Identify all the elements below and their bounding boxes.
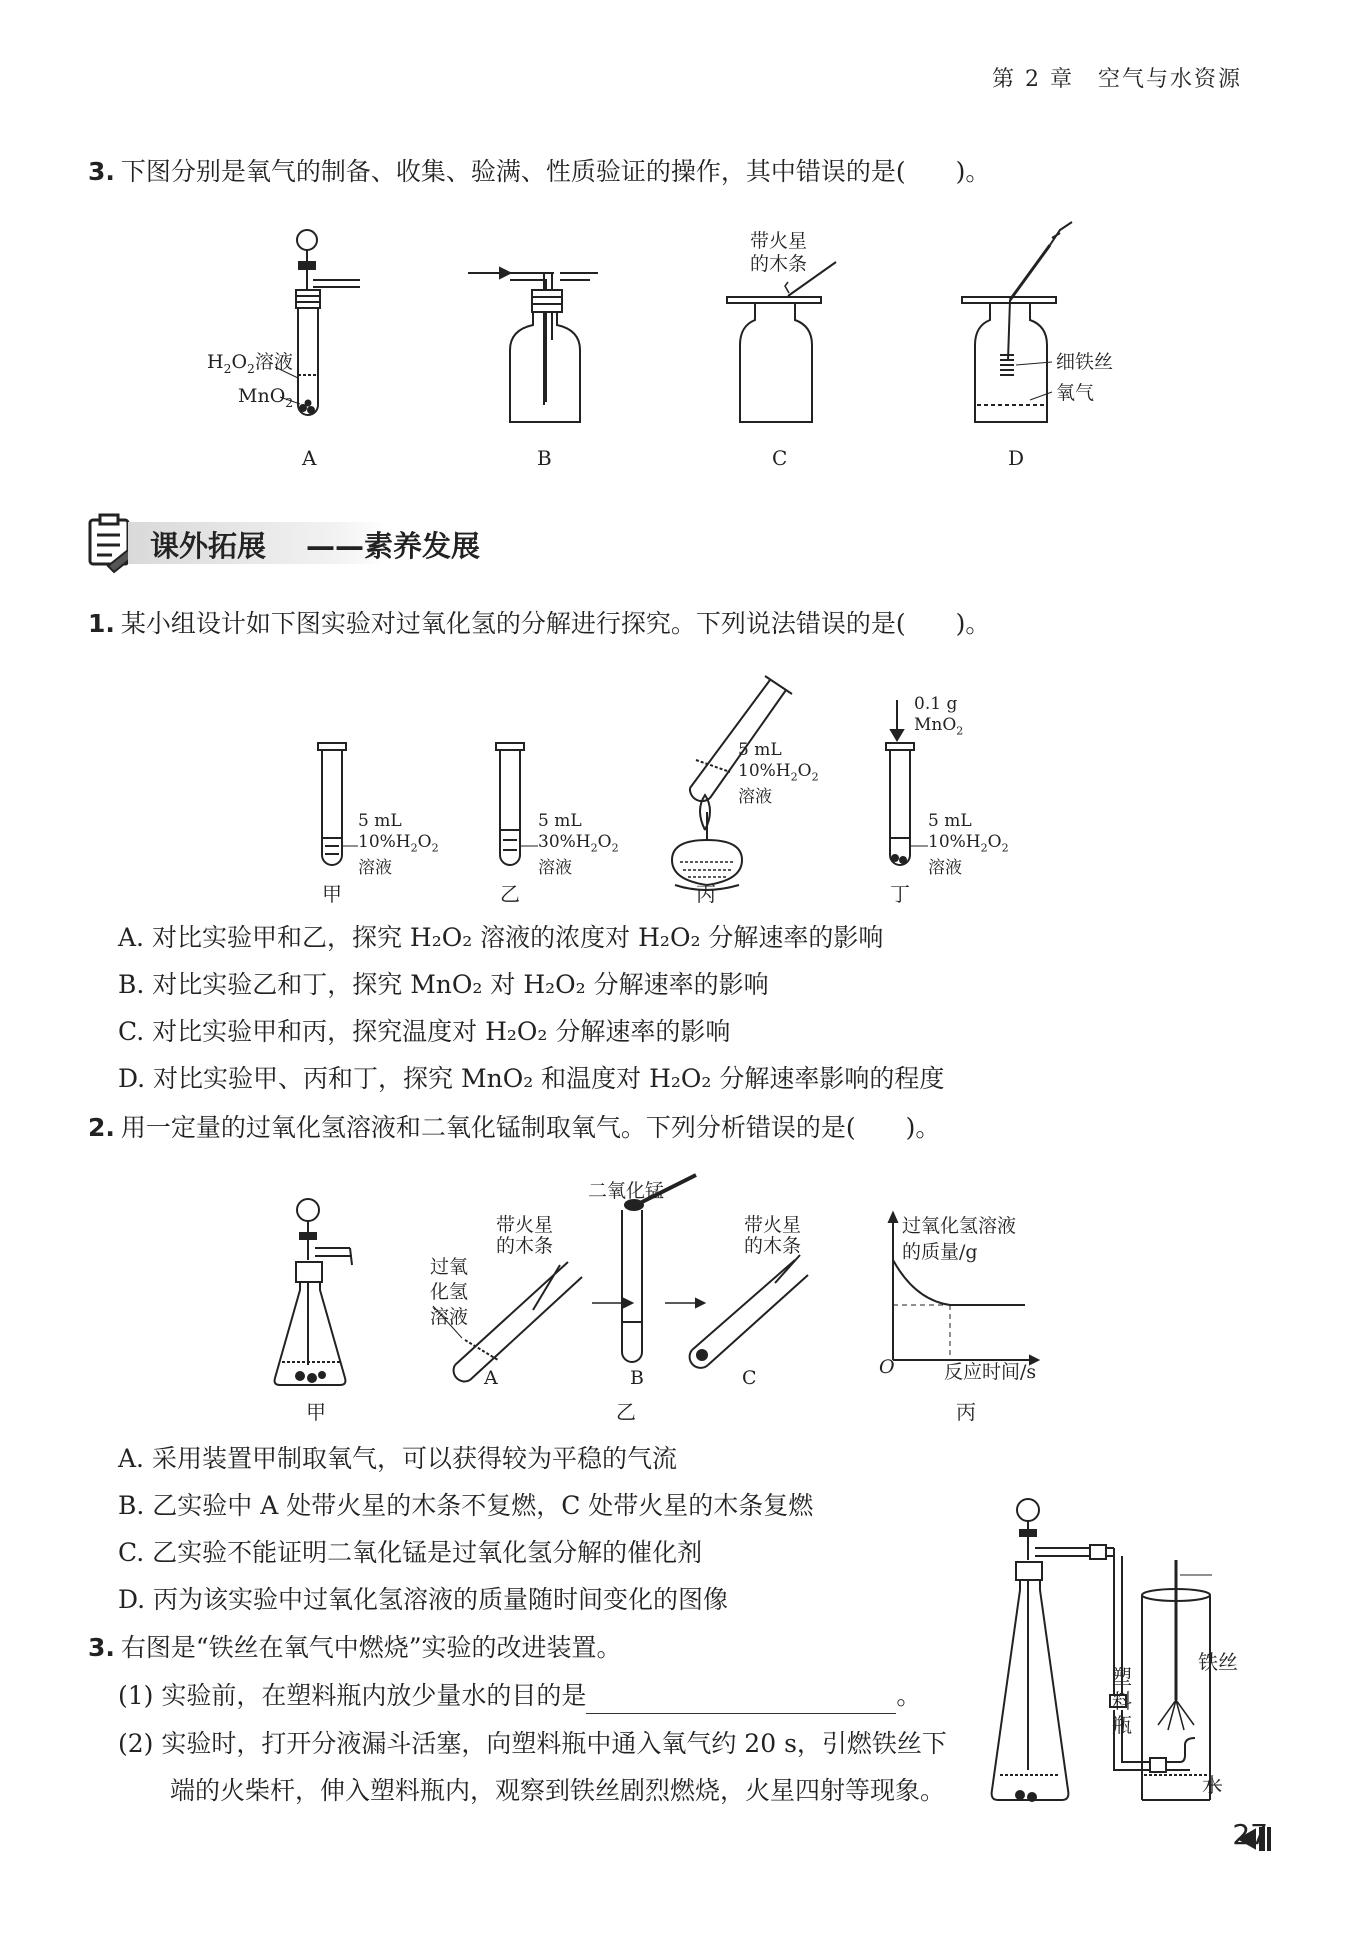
label-c: C <box>742 1367 757 1389</box>
subquestion-2-line-2: 端的火柴杆，伸入塑料瓶内，观察到铁丝剧烈燃烧，火星四射等现象。 <box>170 1776 946 1805</box>
mno2-amount-label: 0.1 g MnO$_2$ <box>914 694 964 738</box>
tube-jia <box>318 743 358 865</box>
label-oxygen: 氧气 <box>1056 382 1095 404</box>
bing-label: 5 mL $10\%H_2O_2$ 溶液 <box>738 740 819 808</box>
label-h2o2: $H_2O_2$溶液 <box>207 351 293 376</box>
question-number: 3. <box>88 1633 115 1662</box>
question-3 <box>88 1630 621 1666</box>
page-number: 27 <box>1232 1818 1268 1851</box>
section-title: 课外拓展 <box>150 529 267 563</box>
choice-c: C. 对比实验甲和丙，探究温度对 H₂O₂ 分解速率的影响 <box>118 1017 731 1046</box>
tube-b <box>622 1175 696 1362</box>
question-text: 右图是“铁丝在氧气中燃烧”实验的改进装置。 <box>120 1633 622 1662</box>
label-strip-2: 的木条 <box>750 253 808 275</box>
yi-label: 5 mL $30\%H_2O_2$ 溶液 <box>538 811 619 879</box>
graph-y-label: 过氧化氢溶液 的质量/g <box>902 1215 1017 1263</box>
label-plastic-bottle: 塑 料 瓶 <box>1112 1665 1132 1737</box>
label-strip-c: 带火星 的木条 <box>744 1214 802 1257</box>
tube-name-bing: 丙 <box>696 882 716 906</box>
answer-blank[interactable] <box>586 1687 896 1714</box>
option-label-d: D <box>1008 446 1025 470</box>
choice-b: B. 对比实验乙和丁，探究 MnO₂ 对 H₂O₂ 分解速率的影响 <box>118 970 769 999</box>
label-iron-wire: 细铁丝 <box>1056 351 1114 373</box>
label-b: B <box>630 1367 644 1389</box>
tube-name-ding: 丁 <box>890 882 910 906</box>
graph-origin: O <box>879 1356 895 1378</box>
chapter-header: 第 2 章 空气与水资源 <box>992 67 1242 92</box>
flask-jia <box>275 1199 352 1385</box>
question-2 <box>88 1110 940 1146</box>
choice-b: B. 乙实验中 A 处带火星的木条不复燃，C 处带火星的木条复燃 <box>118 1491 814 1520</box>
apparatus-c <box>727 262 836 422</box>
label-yi: 乙 <box>616 1400 636 1424</box>
question-number: 2. <box>88 1113 115 1142</box>
choice-a: A. 对比实验甲和乙，探究 H₂O₂ 溶液的浓度对 H₂O₂ 分解速率的影响 <box>118 923 884 952</box>
option-label-c: C <box>772 446 788 470</box>
option-label-a: A <box>302 446 317 470</box>
label-mno2-spoon: 二氧化锰 <box>588 1180 665 1202</box>
choice-d: D. 对比实验甲、丙和丁，探究 MnO₂ 和温度对 H₂O₂ 分解速率影响的程度 <box>118 1064 945 1093</box>
label-jia: 甲 <box>306 1400 326 1424</box>
jia-label: 5 mL $10\%H_2O_2$ 溶液 <box>358 811 439 879</box>
option-label-b: B <box>537 446 552 470</box>
label-a: A <box>484 1367 498 1389</box>
label-mno2: MnO$_2$ <box>238 385 294 410</box>
label-strip-1: 带火星 <box>750 230 808 252</box>
question-number: 1. <box>88 609 115 638</box>
graph-x-label: 反应时间/s <box>944 1361 1037 1383</box>
tube-name-yi: 乙 <box>500 882 520 906</box>
choice-c: C. 乙实验不能证明二氧化锰是过氧化氢分解的催化剂 <box>118 1538 703 1567</box>
question-text: 某小组设计如下图实验对过氧化氢的分解进行探究。下列说法错误的是( )。 <box>120 609 991 638</box>
label-strip-a: 带火星 的木条 <box>496 1214 554 1257</box>
label-water: 水 <box>1202 1773 1222 1797</box>
iron-wire-apparatus <box>992 1499 1222 1801</box>
label-h2o2-solution: 过氧 化氢 溶液 <box>430 1256 469 1328</box>
apparatus-b <box>468 268 598 422</box>
subquestion-1: (1) 实验前，在塑料瓶内放少量水的目的是 。 <box>118 1678 921 1714</box>
question-text: 下图分别是氧气的制备、收集、验满、性质验证的操作，其中错误的是( )。 <box>120 157 991 186</box>
tube-yi <box>496 743 538 865</box>
section-subtitle: ——素养发展 <box>306 529 481 563</box>
section-banner <box>88 516 518 568</box>
subquestion-2-line-1: (2) 实验时，打开分液漏斗活塞，向塑料瓶中通入氧气约 20 s，引燃铁丝下 <box>118 1729 947 1758</box>
ding-label: 5 mL $10\%H_2O_2$ 溶液 <box>928 811 1009 879</box>
tube-c <box>690 1255 808 1368</box>
tube-name-jia: 甲 <box>322 882 342 906</box>
choice-d: D. 丙为该实验中过氧化氢溶液的质量随时间变化的图像 <box>118 1585 729 1614</box>
question-text: 用一定量的过氧化氢溶液和二氧化锰制取氧气。下列分析错误的是( )。 <box>120 1113 941 1142</box>
label-bing: 丙 <box>956 1400 976 1424</box>
question-1 <box>88 606 990 642</box>
question-number: 3. <box>88 157 115 186</box>
choice-a: A. 采用装置甲制取氧气，可以获得较为平稳的气流 <box>118 1444 677 1473</box>
label-wire: 铁丝 <box>1198 1650 1238 1674</box>
